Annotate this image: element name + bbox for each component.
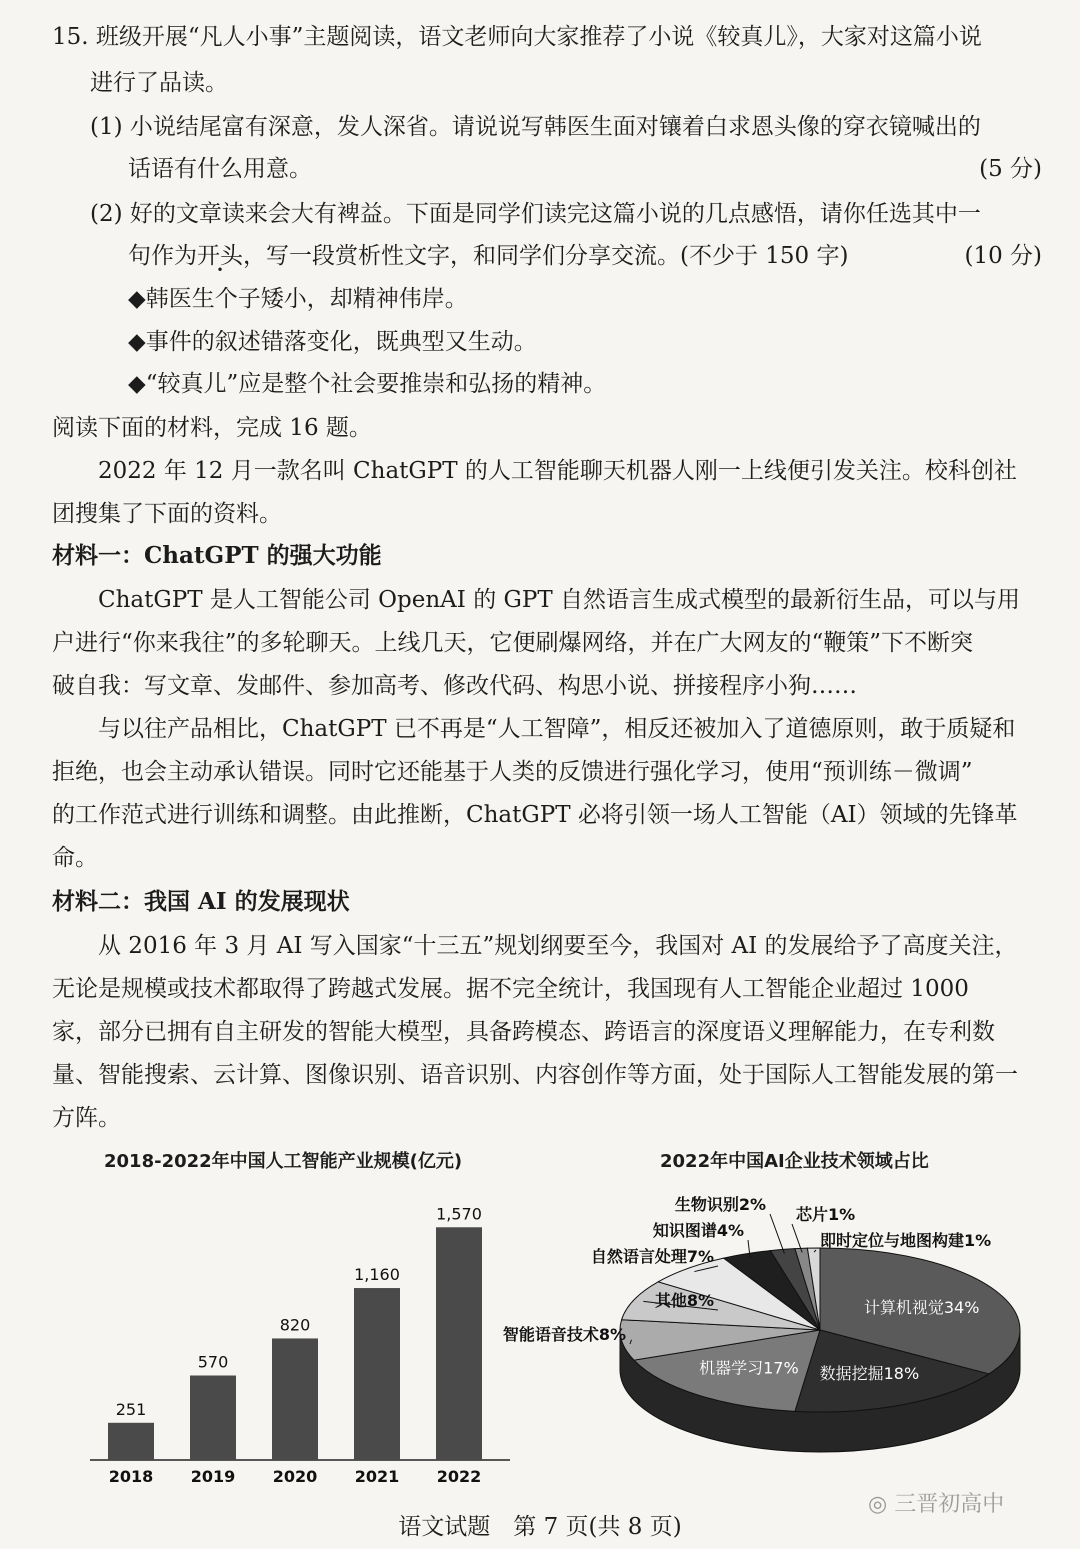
bar-value-label-2021: 1,160 (354, 1265, 400, 1285)
material-1-p2-line-2: 拒绝，也会主动承认错误。同时它还能基于人类的反馈进行强化学习，使用“预训练－微调” (52, 759, 973, 785)
pie-leader-7 (770, 1214, 784, 1253)
bar-value-label-2018: 251 (115, 1399, 147, 1419)
watermark (868, 1487, 1004, 1518)
q15-part2-line-1: (2) 好的文章读来会大有裨益。下面是同学们读完这篇小说的几点感悟，请你任选其中一 (90, 201, 981, 227)
q15-part2-score: (10 分) (964, 243, 1042, 269)
q15-part2-text-c: ，写一段赏析性文字，和同学们分享交流。(不少于 150 字) (243, 243, 849, 269)
x-tick-label-2018: 2018 (108, 1467, 154, 1486)
pie-label-1: 数据挖掘18% (819, 1364, 920, 1384)
x-tick-label-2021: 2021 (354, 1467, 400, 1486)
bar-2020 (272, 1338, 318, 1460)
material-1-p2-line-1: 与以往产品相比，ChatGPT 已不再是“人工智障”，相反还被加入了道德原则，敢于质疑和 (98, 716, 1016, 742)
bar-2019 (190, 1376, 236, 1460)
pie-label-5: 自然语言处理7% (590, 1247, 714, 1266)
pie-label-2: 机器学习17% (699, 1358, 799, 1378)
q16-intro: 阅读下面的材料，完成 16 题。 (52, 415, 372, 441)
x-tick-label-2019: 2019 (190, 1467, 236, 1486)
q16-background-line-2: 团搜集了下面的资料。 (52, 501, 282, 527)
pie-label-0: 计算机视觉34% (863, 1298, 980, 1318)
q15-bullet-3: ◆“较真儿”应是整个社会要推崇和弘扬的精神。 (128, 371, 607, 397)
material-2-title: 材料二：我国 AI 的发展现状 (52, 888, 350, 915)
material-2-p1-line-2: 无论是规模或技术都取得了跨越式发展。据不完全统计，我国现有人工智能企业超过 1000 (52, 976, 969, 1002)
q15-bullet-1: ◆韩医生个子矮小，却精神伟岸。 (128, 286, 468, 312)
q15-part1-line-2: 话语有什么用意。 (128, 156, 312, 182)
pie-label-4: 其他8% (654, 1291, 714, 1310)
material-2-p1-line-1: 从 2016 年 3 月 AI 写入国家“十三五”规划纲要至今，我国对 AI 的发展给予了高度关注， (98, 933, 1018, 959)
watermark-text: 三晋初高中 (894, 1492, 1005, 1517)
material-1-title: 材料一：ChatGPT 的强大功能 (52, 542, 382, 569)
bar-chart (80, 1180, 520, 1492)
bar-2021 (354, 1288, 400, 1460)
material-2-p1-line-4: 量、智能搜索、云计算、图像识别、语音识别、内容创作等方面，处于国际人工智能发展的第一 (52, 1062, 1018, 1088)
page-footer: 语文试题 第 7 页(共 8 页) (398, 1514, 682, 1540)
material-1-p1-line-2: 户进行“你来我往”的多轮聊天。上线几天，它便刷爆网络，并在广大网友的“鞭策”下不断突 (52, 630, 974, 656)
material-1-p2-line-3: 的工作范式进行训练和调整。由此推断，ChatGPT 必将引领一场人工智能（AI）领域的先锋革 (52, 802, 1018, 828)
x-tick-label-2022: 2022 (436, 1467, 482, 1486)
bar-value-label-2022: 1,570 (436, 1204, 482, 1224)
pie-label-6: 知识图谱4% (652, 1221, 744, 1240)
bar-2022 (436, 1227, 482, 1460)
bar-chart-title: 2018-2022年中国人工智能产业规模(亿元) (104, 1151, 463, 1172)
material-1-p1-line-1: ChatGPT 是人工智能公司 OpenAI 的 GPT 自然语言生成式模型的最新衍生品，可以与用 (98, 587, 1020, 613)
bar-2018 (108, 1423, 154, 1460)
wechat-icon: ◎ (868, 1492, 895, 1517)
q15-part2-text-a: 句作为 (128, 243, 197, 269)
q16-background-line-1: 2022 年 12 月一款名叫 ChatGPT 的人工智能聊天机器人刚一上线便引发关注。校科创社 (98, 458, 1017, 484)
pie-label-9: 即时定位与地图构建1% (820, 1231, 992, 1250)
q15-stem-line-1: 15. 班级开展“凡人小事”主题阅读，语文老师向大家推荐了小说《较真儿》，大家对这篇小说 (52, 24, 982, 50)
material-1-p2-line-4: 命。 (52, 845, 98, 871)
bar-value-label-2019: 570 (197, 1352, 229, 1372)
bar-value-label-2020: 820 (279, 1315, 311, 1335)
q15-stem-line-2: 进行了品读。 (90, 70, 228, 96)
material-2-p1-line-3: 家，部分已拥有自主研发的智能大模型，具备跨模态、跨语言的深度语义理解能力，在专利数 (52, 1019, 995, 1045)
material-1-p1-line-3: 破自我：写文章、发邮件、参加高考、修改代码、构思小说、拼接程序小狗…… (52, 673, 857, 699)
x-tick-label-2020: 2020 (272, 1467, 318, 1486)
pie-label-3: 智能语音技术8% (502, 1325, 626, 1344)
pie-chart (502, 1180, 1050, 1480)
material-2-p1-line-5: 方阵。 (52, 1105, 121, 1131)
q15-part1-score: (5 分) (979, 156, 1042, 182)
q15-part2-emphasis: 开头 (197, 243, 243, 269)
q15-bullet-2: ◆事件的叙述错落变化，既典型又生动。 (128, 329, 537, 355)
q15-part2-line-2 (128, 241, 848, 271)
q15-part1-line-1: (1) 小说结尾富有深意，发人深省。请说说写韩医生面对镶着白求恩头像的穿衣镜喊出的 (90, 114, 981, 140)
pie-label-7: 生物识别2% (674, 1195, 766, 1214)
pie-chart-title: 2022年中国AI企业技术领域占比 (660, 1151, 929, 1172)
pie-label-8: 芯片1% (796, 1205, 856, 1224)
